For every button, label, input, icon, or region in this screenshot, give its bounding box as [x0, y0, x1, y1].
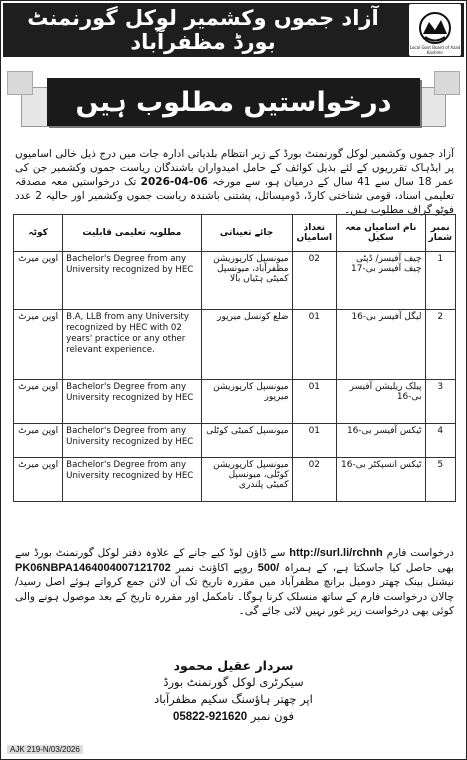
cell-quota: اوپن میرٹ	[14, 310, 63, 380]
intro-text-1: آزاد جموں وکشمیر لوکل گورنمنٹ بورڈ کے زیر انتظام بلدیاتی ادارہ جات میں درج ذیل خالی اسامیوں پر ایڈہاک تقرریوں کے لئے بذیل کوائف کے حامل امیدواران باشندگان ریاست جموں وکشمیر جن کی عمر 18 سال سے 41 سال کے درمیان ہو، سے مورخہ	[15, 148, 455, 188]
signature-block	[1, 657, 466, 726]
intro-text-2: تک درخواستیں معہ مصدقہ تعلیمی اسناد، قومی شناختی کارڈ، ڈومیسائل، پشتنی باشندہ ریاست جموں وکشمیر اور حالیہ 2 عدد فوٹو گراف مطلوب ہیں۔	[15, 176, 455, 216]
banner-title: درخواستیں مطلوب ہیں	[47, 78, 420, 126]
cell-quota: اوپن میرٹ	[14, 458, 63, 502]
cell-qualification: B.A, LLB from any University recognized by HEC with 02 years' practice or any other relevant experience.	[63, 310, 201, 380]
col-header-place: جائے تعیناتی	[201, 215, 292, 252]
phone-number: 05822-921620	[172, 711, 248, 723]
apply-text-3: روپے اکاؤنٹ نمبر	[175, 561, 253, 574]
cell-no: 4	[425, 424, 455, 458]
cell-quota: اوپن میرٹ	[14, 380, 63, 424]
application-fee: 500/	[257, 561, 280, 574]
vacancies-table	[13, 214, 456, 502]
cell-post: پبلک ریلیشن آفیسر بی-16	[337, 380, 425, 424]
form-download-link[interactable]: http://surl.li/rchnh	[289, 547, 383, 559]
signatory-designation: سیکرٹری لوکل گورنمنٹ بورڈ	[163, 675, 304, 689]
table-row	[14, 380, 456, 424]
ribbon-tag-right	[434, 71, 460, 95]
phone-label: فون نمبر	[250, 709, 295, 723]
col-header-post: نام اسامیاں معہ سکیل	[337, 215, 425, 252]
col-header-qualification: مطلوبہ تعلیمی قابلیت	[63, 215, 201, 252]
cell-place: میونسپل کمیٹی کوٹلی	[201, 424, 292, 458]
cell-quota: اوپن میرٹ	[14, 252, 63, 310]
signatory-name: سردار عقیل محمود	[173, 658, 294, 673]
cell-count: 01	[292, 310, 337, 380]
ribbon-tag-left	[7, 71, 33, 95]
cell-place: میونسپل کارپوریشن میرپور	[201, 380, 292, 424]
cell-no: 5	[425, 458, 455, 502]
board-logo	[409, 4, 461, 56]
col-header-quota: کوٹہ	[14, 215, 63, 252]
intro-paragraph	[15, 147, 454, 217]
apply-text-4: نیشنل بینک چھتر دومیل برانچ مظفرآباد میں مقررہ تاریخ تک آن لائن جمع کرواتے ہوئے اصل رسید/ چالان درخواست فارم کے ساتھ منسلک کرنا ہوگا۔ نامکمل اور مقررہ تاریخ کے بعد موصول ہونے والی کوئی بھی درخواست زیر غور نہیں لائی جائے گی۔	[15, 576, 454, 617]
cell-qualification: Bachelor's Degree from any University recognized by HEC	[63, 424, 201, 458]
deadline-date: 06-04-2026	[140, 176, 208, 188]
cell-quota: اوپن میرٹ	[14, 424, 63, 458]
application-instructions	[15, 546, 454, 619]
bank-account-number: PK06NBPA1464004007121702	[15, 561, 171, 574]
cell-place: میونسپل کارپوریشن مظفرآباد، میونسپل کمیٹی ہٹیاں بالا	[201, 252, 292, 310]
cell-qualification: Bachelor's Degree from any University recognized by HEC	[63, 458, 201, 502]
cell-post: لیگل آفیسر بی-16	[337, 310, 425, 380]
table-row	[14, 310, 456, 380]
cell-place: ضلع کونسل میرپور	[201, 310, 292, 380]
cell-no: 3	[425, 380, 455, 424]
cell-count: 02	[292, 252, 337, 310]
logo-caption: Local Govt Board of Azad Kashmir	[409, 45, 461, 55]
table-header-row	[14, 215, 456, 252]
office-address: اپر چھتر ہاؤسنگ سکیم مظفرآباد	[154, 692, 313, 706]
cell-qualification: Bachelor's Degree from any University recognized by HEC	[63, 252, 201, 310]
header-bar	[3, 3, 464, 57]
col-header-count: تعداد اسامیاں	[292, 215, 337, 252]
table-row	[14, 252, 456, 310]
cell-post: ٹیکس آفیسر بی-16	[337, 424, 425, 458]
table-row	[14, 458, 456, 502]
cell-no: 1	[425, 252, 455, 310]
phone-line	[1, 708, 466, 726]
apply-text-2: سے ڈاؤن لوڈ کیے جانے کے علاوہ دفتر لوکل گورنمنٹ بورڈ سے بھی حاصل کیا جاسکتا ہے، کے ہمراہ	[15, 547, 454, 574]
cell-count: 01	[292, 380, 337, 424]
apply-text-1: درخواست فارم	[386, 547, 454, 559]
cell-count: 02	[292, 458, 337, 502]
cell-post: ٹیکس انسپکٹر بی-16	[337, 458, 425, 502]
cell-place: میونسپل کارپوریشن کوٹلی، میونسپل کمیٹی پلندری	[201, 458, 292, 502]
cell-no: 2	[425, 310, 455, 380]
cell-qualification: Bachelor's Degree from any University recognized by HEC	[63, 380, 201, 424]
reference-code: AJK 219-N/03/2026	[7, 745, 83, 754]
board-emblem-icon	[415, 10, 455, 50]
table-row	[14, 424, 456, 458]
header-title: آزاد جموں وکشمیر لوکل گورنمنٹ بورڈ مظفرآباد	[27, 6, 379, 54]
banner-area	[1, 63, 466, 141]
cell-post: چیف آفیسر/ ڈپٹی چیف آفیسر بی-17	[337, 252, 425, 310]
col-header-no: نمبر شمار	[425, 215, 455, 252]
cell-count: 01	[292, 424, 337, 458]
